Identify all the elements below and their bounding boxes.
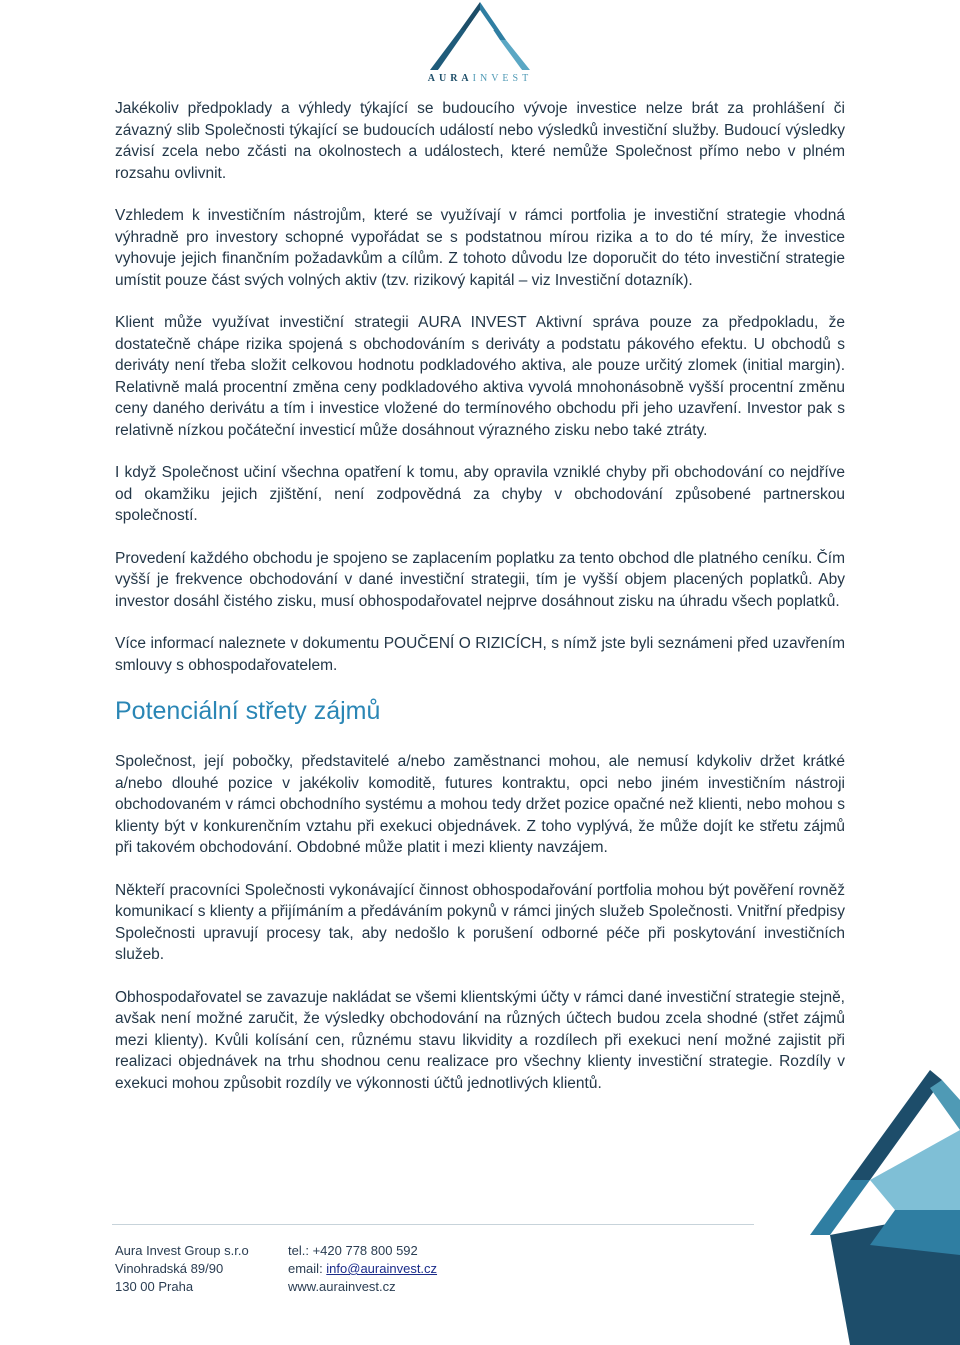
footer-divider: [112, 1224, 754, 1225]
paragraph: Jakékoliv předpoklady a výhledy týkající se budoucího vývoje investice nelze brát za prohlášení či závazný slib Společnosti týkající se budoucích událostí nebo výsledků investiční služby. Budoucí výsledky závisí zcela nebo zčásti na okolnostech a událostech, které nemůže Společnost přímo nebo v plném rozsahu ovlivnit.: [115, 100, 845, 182]
footer-email-row: [288, 1260, 437, 1278]
paragraph: Společnost, její pobočky, představitelé a/nebo zaměstnanci mohou, ale nemusí kdykoliv držet krátké a/nebo dlouhé pozice v jakékoliv komoditě, futures kontraktu, opci nebo jiném investičním nástroji obchodovaném v rámci obchodního systému a mohou tedy držet pozice opačné než klienti, nebo mohou s klienty být v konkurenčním vztahu při exekuci objednávek. Z toho vyplývá, že může dojít ke střetu zájmů při takovém obchodování. Obdobné může platit i mezi klienty navzájem.: [115, 753, 845, 856]
logo-invest: INVEST: [472, 73, 533, 84]
corner-decoration-icon: [810, 1070, 960, 1345]
paragraph: Někteří pracovníci Společnosti vykonávající činnost obhospodařování portfolia mohou být pověření rovněž komunikací s klienty a přijímáním a předáváním pokynů v rámci jiných služeb Společnosti. Vnitřní předpisy Společnosti upravují procesy tak, aby nedošlo k porušení odborné péče při poskytování investičních služeb.: [115, 881, 845, 963]
paragraph: Obhospodařovatel se zavazuje nakládat se všemi klientskými účty v rámci dané investiční strategie stejně, avšak není možné zaručit, že výsledky obchodování na různých účtech budou zcela shodné (střet zájmů mezi klienty). Kvůli kolísání cen, různému stavu likvidity a rozdílech při exekuci není možné zajistit při realizaci objednávek na trhu shodnou cenu realizace pro všechny klienty investiční strategie. Rozdíly v exekuci mohou způsobit rozdíly ve výkonnosti účtů jednotlivých klientů.: [115, 988, 845, 1092]
document-body: [115, 98, 845, 1115]
footer-city: 130 00 Praha: [115, 1279, 194, 1294]
aura-invest-logo: [412, 0, 548, 92]
footer-street: Vinohradská 89/90: [115, 1261, 224, 1276]
footer-company: Aura Invest Group s.r.o: [115, 1243, 249, 1258]
logo-wordmark: [412, 73, 548, 84]
footer-contact: [288, 1242, 437, 1296]
footer-web: www.aurainvest.cz: [288, 1279, 396, 1294]
paragraph: Vzhledem k investičním nástrojům, které se využívají v rámci portfolia je investiční strategie vhodná výhradně pro investory schopné vypořádat se s podstatnou mírou rizika a to do té míry, že investice vyhovuje jejich finančním požadavkům a cílům. Z tohoto důvodu lze doporučit do této investiční strategie umístit pouze část svých volných aktiv (tzv. rizikový kapitál – viz Investiční dotazník).: [115, 207, 845, 289]
paragraph: Více informací naleznete v dokumentu POUČENÍ O RIZICÍCH, s nímž jste byli seznámeni před uzavřením smlouvy s obhospodařovatelem.: [115, 635, 845, 674]
footer-email-link[interactable]: info@aurainvest.cz: [326, 1261, 438, 1276]
footer-phone: tel.: +420 778 800 592: [288, 1243, 418, 1258]
paragraph: I když Společnost učiní všechna opatření k tomu, aby opravila vzniklé chyby při obchodování co nejdříve od okamžiku jejich zjištění, není zodpovědná za chyby v obchodování způsobené partnerskou společností.: [115, 464, 845, 524]
section-heading: Potenciální střety zájmů: [115, 697, 381, 725]
paragraph: Klient může využívat investiční strategii AURA INVEST Aktivní správa pouze za předpokladu, že dostatečně chápe rizika spojená s obchodováním s deriváty a podstatu pákového efektu. U obchodů s deriváty není třeba složit celkovou hodnotu podkladového aktiva, ale pouze určitý zlomek (initial margin). Relativně malá procentní změna ceny podkladového aktiva vyvolá mnohonásobně vyšší procentní změnu ceny daného derivátu a tím i investice vložené do termínového obchodu při jeho uzavření. Investor pak s relativně nízkou počáteční investicí může dosáhnout výrazného zisku nebo také ztráty.: [115, 314, 845, 439]
paragraph: Provedení každého obchodu je spojeno se zaplacením poplatku za tento obchod dle platného ceníku. Čím vyšší je frekvence obchodování v dané investiční strategii, tím je vyšší objem placených poplatků. Aby investor dosáhl čistého zisku, musí obhospodařovatel nejprve dosáhnout zisku na úhradu všech poplatků.: [115, 549, 845, 610]
footer-email-label: email:: [288, 1261, 327, 1276]
logo-triangle-icon: [420, 0, 540, 72]
logo-aura: AURA: [427, 73, 473, 84]
footer-address: [115, 1242, 249, 1296]
